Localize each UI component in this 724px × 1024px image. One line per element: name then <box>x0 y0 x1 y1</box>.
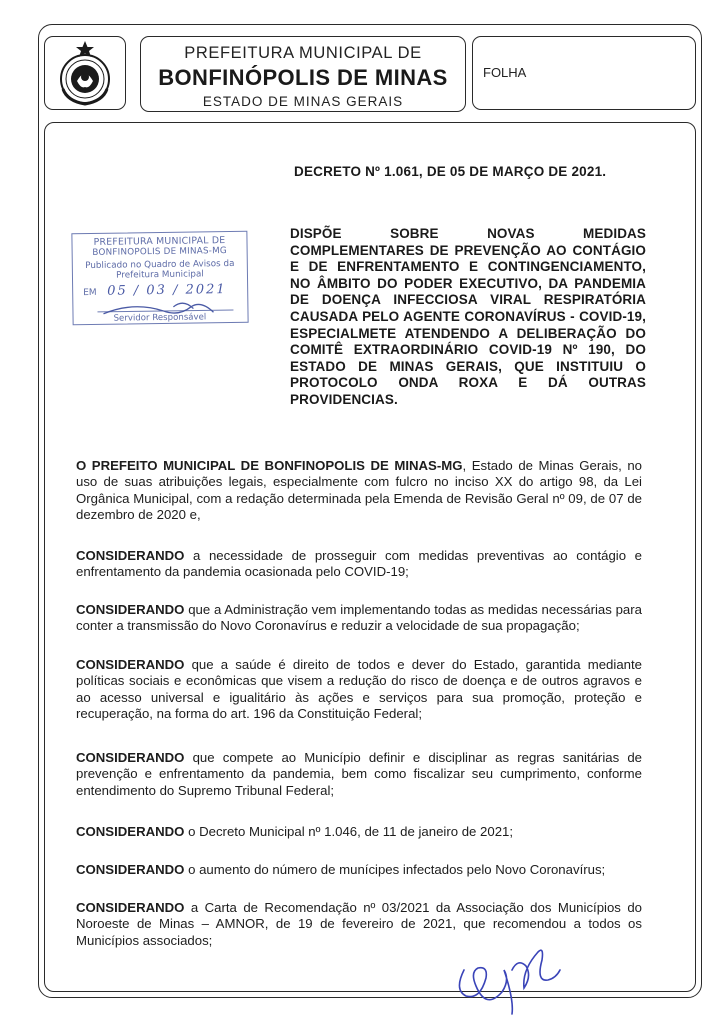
intro-text: , Estado de Minas Gerais, no uso de suas atribuições legais, especialmente com fulcro no inciso XX do artigo 98, da Lei Orgânica Municipal, com a redação determinada pela Emenda de Revisão Geral nº 09, de 07 de dezembro de 2020 e, <box>76 458 642 523</box>
stamp-date-handwritten: 05 / 03 / 2021 <box>107 282 227 299</box>
decree-title: DECRETO Nº 1.061, DE 05 DE MARÇO DE 2021. <box>294 164 607 179</box>
considerando-text: a Carta de Recomendação nº 03/2021 da Associação dos Municípios do Noroeste de Minas – AMNOR, de 19 de fevereiro de 2021, que recomendou a todos os Municípios associados; <box>76 900 642 948</box>
intro-paragraph <box>76 458 642 524</box>
considerando-label: CONSIDERANDO <box>76 900 185 915</box>
header-prefeitura: PREFEITURA MUNICIPAL DE <box>184 44 422 62</box>
handwritten-signature-icon <box>452 930 572 1016</box>
considerando-text: que a Administração vem implementando todas as medidas necessárias para conter a transmissão do Novo Coronavírus e reduzir a velocidade de sua propagação; <box>76 602 642 634</box>
intro-bold: O PREFEITO MUNICIPAL DE BONFINOPOLIS DE MINAS-MG <box>76 458 463 473</box>
considerando-2 <box>76 602 642 635</box>
considerando-6 <box>76 862 642 878</box>
header-city: BONFINÓPOLIS DE MINAS <box>158 65 448 90</box>
considerando-text: que compete ao Município definir e disciplinar as regras sanitárias de prevenção e enfrentamento da pandemia, bem como fiscalizar seu cumprimento, conforme entendimento do Supremo Tribunal Federal; <box>76 750 642 798</box>
stamp-line-3: Publicado no Quadro de Avisos da <box>85 258 235 272</box>
considerando-label: CONSIDERANDO <box>76 750 185 765</box>
considerando-text: a necessidade de prosseguir com medidas preventivas ao contágio e enfrentamento da pandemia ocasionada pelo COVID-19; <box>76 548 642 580</box>
considerando-5 <box>76 824 642 840</box>
considerando-label: CONSIDERANDO <box>76 657 185 672</box>
considerando-1 <box>76 548 642 581</box>
logo-box <box>44 36 126 110</box>
stamp-signer-label: Servidor Responsável <box>113 312 207 324</box>
stamp-line-1: PREFEITURA MUNICIPAL DE <box>93 235 226 248</box>
considerando-text: o aumento do número de munícipes infectados pelo Novo Coronavírus; <box>184 862 606 877</box>
considerando-label: CONSIDERANDO <box>76 602 185 617</box>
folha-box <box>472 36 696 110</box>
publication-stamp <box>71 231 248 325</box>
stamp-line-2: BONFINOPOLIS DE MINAS-MG <box>92 246 227 258</box>
considerando-label: CONSIDERANDO <box>76 548 185 563</box>
header-title-box <box>140 36 466 112</box>
considerando-label: CONSIDERANDO <box>76 862 185 877</box>
considerando-3 <box>76 657 642 723</box>
coat-of-arms-icon <box>45 37 125 109</box>
header-state: ESTADO DE MINAS GERAIS <box>202 94 404 109</box>
decree-ementa: DISPÕE SOBRE NOVAS MEDIDAS COMPLEMENTARES DE PREVENÇÃO AO CONTÁGIO E DE ENFRENTAMENTO E CONTINGENCIAMENTO, NO ÂMBITO DO PODER EXECUTIVO, DA PANDEMIA DE DOENÇA INFECCIOSA VIRAL RESPIRATÓRIA CAUSADA PELO AGENTE CORONAVÍRUS - COVID-19, ESPECIALMETE ATENDENDO A DELIBERAÇÃO DO COMITÊ EXTRAORDINÁRIO COVID-19 Nº 190, DO ESTADO DE MINAS GERAIS, QUE INSTITUIU O PROTOCOLO ONDA ROXA E DÁ OUTRAS PROVIDENCIAS. <box>290 226 646 407</box>
considerando-label: CONSIDERANDO <box>76 824 185 839</box>
considerando-text: que a saúde é direito de todos e dever do Estado, garantida mediante políticas sociais e econômicas que visem a redução do risco de doença e de outros agravos e ao acesso universal e igualitário às ações e serviços para sua promoção, proteção e recuperação, na forma do art. 196 da Constituição Federal; <box>76 657 642 722</box>
stamp-line-4: Prefeitura Municipal <box>116 269 204 281</box>
folha-label: FOLHA <box>483 65 527 80</box>
considerando-4 <box>76 750 642 799</box>
stamp-date-prefix: EM <box>83 287 97 299</box>
considerando-text: o Decreto Municipal nº 1.046, de 11 de janeiro de 2021; <box>184 824 514 839</box>
